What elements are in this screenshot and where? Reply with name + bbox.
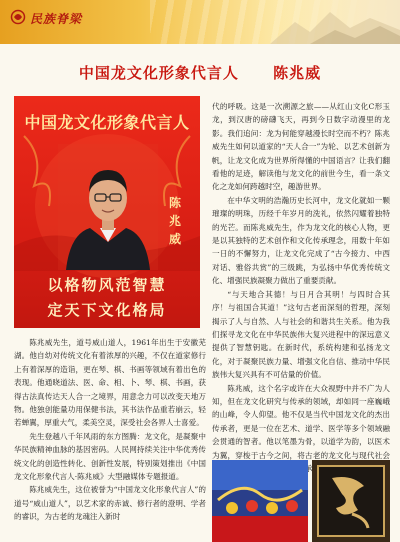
poster-top-text: 中国龙文化形象代言人 <box>24 113 190 132</box>
poster-vertical-name: 陈 兆 威 <box>168 196 181 246</box>
poster-slogan-line1: 以格物风范智慧 <box>47 276 167 294</box>
right-paragraph: 代的呼吸。这是一次溯源之旅——从红山文化C形玉龙，到汉唐的磅礴飞天，再到今日数字动漫里的龙影。我们追问：龙为何能穿越漫长时空而不朽？陈兆威先生如何以道家的“天人合一”为轮、以艺术创新为帆，让龙文化成为世界所得懂的中国语言？让我们翻看他的足迹，解读他与龙文化的前世今生，看一条文化之龙如何跨越时空，趣游世界。 <box>212 102 390 192</box>
calligraphy-photo <box>312 460 390 542</box>
header-band <box>0 0 400 44</box>
right-paragraph: 陈兆威，这个名字或许在大众视野中并不广为人知，但在龙文化研究与传承的领域，却如同一座巍峨的山峰，令人仰望。他不仅是当代中国龙文化的杰出传承者，更是一位在艺术、道学、医学等多个领域融会贯通的智者。他以笔墨为骨，以道学为韵，以医术为翼，穿梭于古今之间，将古老的龙文化与现代社会 承 <box>212 383 390 473</box>
stage-photo <box>212 460 308 542</box>
poster-image <box>14 96 200 328</box>
right-paragraph: 在中华文明的浩瀚历史长河中，龙文化就如一颗璀璨的明珠，历经千年岁月的洗礼，依然闪耀着独特的光芒。而陈兆威先生，作为龙文化的核心人物，更是以其独特的艺术创作和文化传承理念，用数十年如一日的不懈努力，让龙文化完成了“古今接力、中西对话、雅俗共赏”的三级跳，为弘扬中华优秀传统文化、增强民族凝聚力做出了重要贡献。 <box>212 195 390 286</box>
left-paragraph: 先生登越八千年风雨的东方图腾：龙文化，是凝聚中华民族精神血脉的基因密码。人民网持续关注中华优秀传统文化的创造性转化、创新性发展，特别策划推出《中国龙文化形象代言人·陈兆威》大型融媒体专题报道。 <box>14 431 206 482</box>
left-paragraph: 陈兆威先生，这位被誉为“中国龙文化形象代言人”的道号“威山道人”，以艺术家的赤诚、修行者的澄明、学者的睿识，为古老的龙魂注入新时 <box>14 485 206 522</box>
header-scenery-image <box>250 0 400 44</box>
portrait-image <box>58 144 158 270</box>
article-title-main: 中国龙文化形象代言人 <box>78 64 239 82</box>
section-label: 民族脊梁 <box>30 12 83 26</box>
left-paragraph: 陈兆威先生，道号威山道人，1961年出生于安徽芜湖。他自幼对传统文化有着浓厚的兴趣，不仅在道家修行上有着深厚的造诣，更在琴、棋、书画等领域有着出色的表现。他通晓道法、医、命、相、卜、琴、棋、书画，获得古法真传达天人合一之境界，用意念力可以改变天地万物。他独创能量功用保健书法，其书法作品重若崩云，轻若蝉翼，厚重大气，柔美空灵，深受社会各界人士喜爱。 <box>14 338 206 428</box>
right-paragraph: “与天地合其德！与日月合其明！与四时合其序！与祖国合其道！”这句古老而深刻的哲理，深刻揭示了人与自然、人与社会的和谐共生关系。他为我们探寻龙文化在中华民族伟大复兴进程中的深远意义提供了智慧钥匙。在新时代，系统构建和弘扬龙文化，对于凝聚民族力量、增强文化自信、推动中华民族伟大复兴具有不可估量的价值。 <box>212 289 390 380</box>
article-title-name: 陈兆威 <box>273 64 322 82</box>
right-column <box>212 100 390 489</box>
poster-slogan-line2: 定天下文化格局 <box>47 301 167 319</box>
left-column <box>14 336 206 524</box>
article-title <box>0 62 400 83</box>
ornament-icon <box>10 9 26 25</box>
